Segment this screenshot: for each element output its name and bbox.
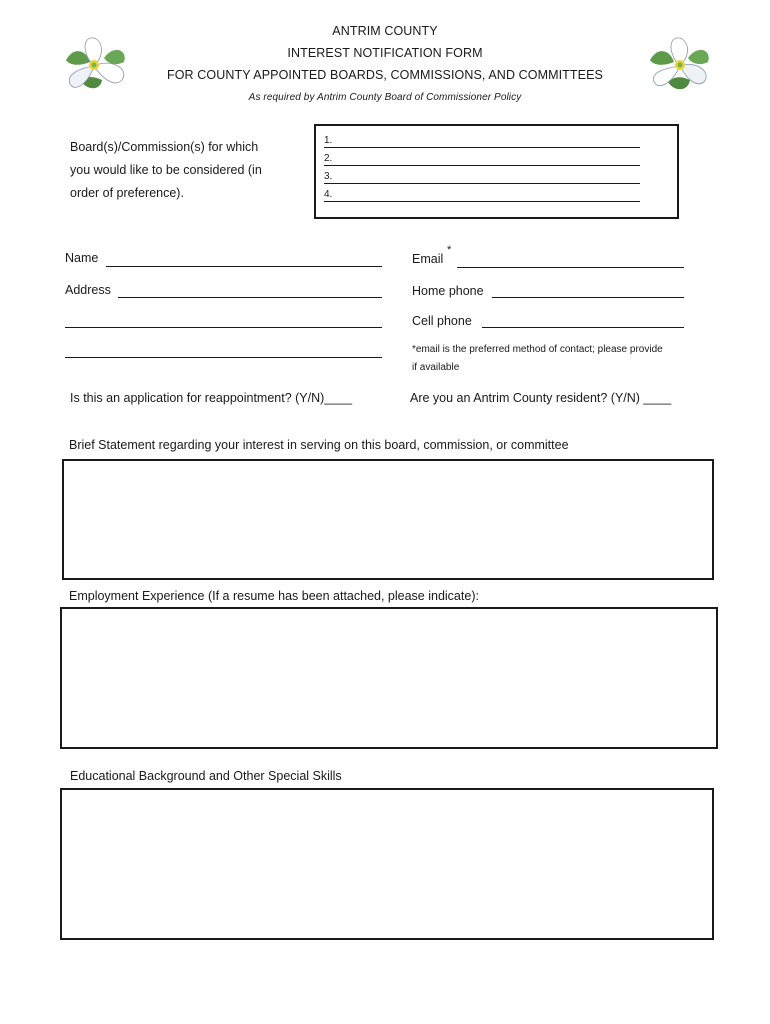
reappointment-question[interactable]: Is this an application for reappointment? (Y/N)____ xyxy=(70,391,353,405)
address-field-line-1[interactable] xyxy=(118,297,382,298)
statement-box[interactable] xyxy=(62,459,714,580)
email-required-star: * xyxy=(447,244,452,256)
home-phone-label: Home phone xyxy=(412,284,484,298)
boards-label: Board(s)/Commission(s) for which you would like to be considered (in order of preference). xyxy=(70,140,262,200)
employment-box[interactable] xyxy=(60,607,718,749)
address-field-line-2[interactable] xyxy=(65,327,382,328)
preference-line-3[interactable]: 3. xyxy=(324,168,640,184)
email-field[interactable] xyxy=(457,267,684,268)
address-field-line-3[interactable] xyxy=(65,357,382,358)
boards-preference-box xyxy=(314,124,679,219)
preference-line-2[interactable]: 2. xyxy=(324,150,640,166)
email-note-line-1: *email is the preferred method of contact; please provide xyxy=(412,344,663,355)
name-field[interactable] xyxy=(106,266,382,267)
education-label: Educational Background and Other Special Skills xyxy=(70,769,342,783)
trillium-flower-icon xyxy=(60,32,132,98)
cell-phone-field[interactable] xyxy=(482,327,684,328)
name-label: Name xyxy=(65,251,99,265)
form-title: INTEREST NOTIFICATION FORM xyxy=(287,46,483,60)
statement-label: Brief Statement regarding your interest in serving on this board, commission, or committee xyxy=(69,438,569,452)
home-phone-field[interactable] xyxy=(492,297,684,298)
form-subtitle: FOR COUNTY APPOINTED BOARDS, COMMISSIONS, AND COMMITTEES xyxy=(167,68,603,82)
employment-label: Employment Experience (If a resume has been attached, please indicate): xyxy=(69,589,479,603)
address-label: Address xyxy=(65,283,111,297)
policy-note: As required by Antrim County Board of Commissioner Policy xyxy=(248,92,522,103)
education-box[interactable] xyxy=(60,788,714,940)
cell-phone-label: Cell phone xyxy=(412,314,472,328)
county-title: ANTRIM COUNTY xyxy=(332,24,438,38)
preference-line-4[interactable]: 4. xyxy=(324,186,640,202)
trillium-flower-icon xyxy=(644,32,716,98)
email-label: Email xyxy=(412,252,444,266)
email-note-line-2: if available xyxy=(412,362,460,373)
preference-line-1[interactable]: 1. xyxy=(324,132,640,148)
resident-question[interactable]: Are you an Antrim County resident? (Y/N) ____ xyxy=(410,391,672,405)
